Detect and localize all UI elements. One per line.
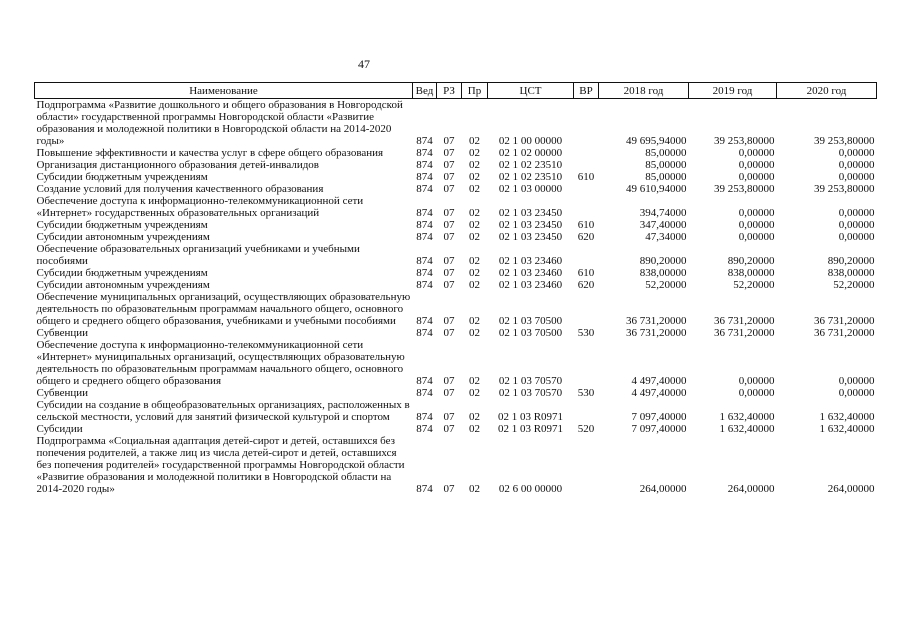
cell-pr: 02 — [469, 207, 480, 219]
cell-pr: 02 — [469, 159, 480, 171]
cell-cst: 02 1 03 23450 — [498, 207, 563, 219]
cell-y2019: 1 632,40000 — [719, 423, 775, 435]
header-pr: Пр — [462, 83, 488, 99]
cell-y2020: 0,00000 — [838, 375, 875, 387]
cell-vr: 530 — [577, 327, 595, 339]
cell-rz: 07 — [443, 219, 455, 231]
table-row — [35, 183, 877, 195]
cell-name: Субсидии на создание в общеобразовательных организациях, расположенных в сельской местности, условий для занятий физической культурой и спортом — [36, 399, 410, 423]
cell-cst: 02 1 03 23450 — [498, 231, 563, 243]
cell-name: Субсидии бюджетным учреждениям — [36, 267, 208, 279]
table-row — [35, 339, 877, 387]
table-body — [35, 99, 877, 496]
cell-rz: 07 — [443, 135, 455, 147]
cell-name: Обеспечение доступа к информационно-телекоммуникационной сети «Интернет» государственных образовательных организаций — [36, 195, 364, 219]
cell-cst: 02 1 03 70570 — [498, 375, 563, 387]
cell-cst: 02 1 03 23460 — [498, 255, 563, 267]
cell-pr: 02 — [469, 231, 480, 243]
table-row — [35, 399, 877, 423]
cell-y2019: 52,20000 — [733, 279, 775, 291]
cell-name: Обеспечение образовательных организаций учебниками и учебными пособиями — [36, 243, 360, 267]
cell-y2020: 39 253,80000 — [814, 183, 875, 195]
cell-vr — [574, 399, 599, 423]
cell-y2020: 264,00000 — [827, 483, 875, 495]
cell-cst: 02 1 03 R0971 — [497, 423, 564, 435]
cell-ved: 874 — [416, 219, 433, 231]
cell-pr: 02 — [469, 315, 480, 327]
cell-name: Обеспечение муниципальных организаций, осуществляющих образовательную деятельность по образовательным программам начального общего, основного общего и среднего общего образования, учебниками и учебными пособиями — [36, 291, 411, 327]
cell-name: Подпрограмма «Социальная адаптация детей-сирот и детей, оставшихся без попечения родителей, а также лиц из числа детей-сирот и детей, оставшихся без попечения родителей» государственной программы Новгородской области «Развитие образования и молодежной политики в Новгородской области на 2014-2020 годы» — [36, 435, 405, 495]
cell-y2018: 7 097,40000 — [631, 423, 687, 435]
cell-rz: 07 — [443, 423, 455, 435]
cell-y2018: 838,00000 — [639, 267, 687, 279]
cell-ved: 874 — [416, 231, 433, 243]
cell-vr: 610 — [577, 219, 595, 231]
cell-ved: 874 — [416, 375, 433, 387]
table-row — [35, 423, 877, 435]
cell-ved: 874 — [416, 327, 433, 339]
cell-y2019: 39 253,80000 — [714, 183, 775, 195]
cell-rz: 07 — [443, 255, 455, 267]
cell-vr: 520 — [577, 423, 595, 435]
cell-y2020: 0,00000 — [838, 171, 875, 183]
cell-ved: 874 — [416, 183, 433, 195]
cell-y2020: 0,00000 — [838, 207, 875, 219]
cell-y2018: 47,34000 — [645, 231, 687, 243]
cell-y2020: 0,00000 — [838, 231, 875, 243]
cell-y2020: 36 731,20000 — [814, 327, 875, 339]
cell-vr — [574, 195, 599, 219]
cell-vr: 610 — [577, 267, 595, 279]
cell-y2019: 36 731,20000 — [714, 315, 775, 327]
cell-vr — [574, 291, 599, 327]
cell-y2020: 0,00000 — [838, 387, 875, 399]
cell-rz: 07 — [443, 375, 455, 387]
cell-vr: 620 — [577, 231, 595, 243]
table-row — [35, 231, 877, 243]
cell-y2018: 264,00000 — [639, 483, 687, 495]
cell-y2019: 1 632,40000 — [719, 411, 775, 423]
cell-pr: 02 — [469, 423, 480, 435]
cell-name: Обеспечение доступа к информационно-телекоммуникационной сети «Интернет» муниципальных организаций, осуществляющих образовательную деятельность по образовательным программам начального общего, основного общего и среднего общего образования — [36, 339, 405, 387]
cell-pr: 02 — [469, 411, 480, 423]
table-row — [35, 99, 877, 148]
cell-cst: 02 1 03 23450 — [498, 219, 563, 231]
table-row — [35, 435, 877, 495]
cell-y2018: 52,20000 — [645, 279, 687, 291]
cell-name: Субсидии — [36, 423, 83, 435]
cell-pr: 02 — [469, 183, 480, 195]
cell-vr — [574, 147, 599, 159]
cell-pr: 02 — [469, 267, 480, 279]
cell-pr: 02 — [469, 171, 480, 183]
cell-y2020: 890,20000 — [827, 255, 875, 267]
cell-pr: 02 — [469, 147, 480, 159]
cell-rz: 07 — [443, 279, 455, 291]
cell-ved: 874 — [416, 207, 433, 219]
cell-y2020: 36 731,20000 — [814, 315, 875, 327]
cell-cst: 02 1 02 00000 — [498, 147, 563, 159]
cell-y2019: 0,00000 — [738, 231, 775, 243]
cell-y2018: 49 695,94000 — [626, 135, 687, 147]
cell-cst: 02 1 00 00000 — [498, 135, 563, 147]
cell-vr — [574, 243, 599, 267]
cell-y2019: 890,20000 — [727, 255, 775, 267]
cell-pr: 02 — [469, 375, 480, 387]
table-row — [35, 219, 877, 231]
cell-pr: 02 — [469, 483, 480, 495]
cell-ved: 874 — [416, 159, 433, 171]
header-rz: РЗ — [437, 83, 462, 99]
cell-vr: 530 — [577, 387, 595, 399]
page-number: 47 — [358, 57, 370, 71]
cell-y2019: 0,00000 — [738, 219, 775, 231]
cell-pr: 02 — [469, 135, 480, 147]
header-cst: ЦСТ — [488, 83, 574, 99]
cell-y2020: 1 632,40000 — [819, 423, 875, 435]
header-2020: 2020 год — [777, 83, 877, 99]
cell-ved: 874 — [416, 411, 433, 423]
cell-pr: 02 — [469, 387, 480, 399]
cell-vr — [574, 99, 599, 148]
cell-rz: 07 — [443, 147, 455, 159]
cell-ved: 874 — [416, 483, 433, 495]
cell-cst: 02 1 03 23460 — [498, 267, 563, 279]
cell-name: Субсидии бюджетным учреждениям — [36, 219, 208, 231]
cell-cst: 02 1 02 23510 — [498, 159, 563, 171]
cell-y2020: 39 253,80000 — [814, 135, 875, 147]
cell-rz: 07 — [443, 483, 455, 495]
cell-rz: 07 — [443, 171, 455, 183]
cell-cst: 02 1 03 70500 — [498, 315, 563, 327]
cell-y2020: 0,00000 — [838, 147, 875, 159]
table-row — [35, 267, 877, 279]
cell-y2019: 838,00000 — [727, 267, 775, 279]
cell-cst: 02 1 03 00000 — [498, 183, 563, 195]
budget-table — [34, 82, 877, 495]
cell-ved: 874 — [416, 171, 433, 183]
cell-cst: 02 6 00 00000 — [498, 483, 563, 495]
cell-name: Повышение эффективности и качества услуг в сфере общего образования — [36, 147, 384, 159]
cell-name: Субсидии бюджетным учреждениям — [36, 171, 208, 183]
cell-y2019: 36 731,20000 — [714, 327, 775, 339]
header-2019: 2019 год — [689, 83, 777, 99]
cell-rz: 07 — [443, 207, 455, 219]
table-row — [35, 171, 877, 183]
cell-rz: 07 — [443, 387, 455, 399]
cell-y2018: 36 731,20000 — [626, 315, 687, 327]
cell-y2019: 0,00000 — [738, 387, 775, 399]
cell-y2020: 838,00000 — [827, 267, 875, 279]
cell-name: Организация дистанционного образования детей-инвалидов — [36, 159, 319, 171]
cell-rz: 07 — [443, 327, 455, 339]
table-row — [35, 279, 877, 291]
table-header-row — [35, 83, 877, 99]
table-row — [35, 195, 877, 219]
cell-y2019: 0,00000 — [738, 207, 775, 219]
cell-cst: 02 1 03 23460 — [498, 279, 563, 291]
cell-y2019: 39 253,80000 — [714, 135, 775, 147]
cell-ved: 874 — [416, 387, 433, 399]
cell-y2018: 49 610,94000 — [626, 183, 687, 195]
cell-ved: 874 — [416, 147, 433, 159]
cell-y2018: 85,00000 — [645, 147, 687, 159]
header-ved: Вед — [413, 83, 437, 99]
cell-y2018: 85,00000 — [645, 159, 687, 171]
cell-y2019: 0,00000 — [738, 375, 775, 387]
cell-y2020: 1 632,40000 — [819, 411, 875, 423]
cell-name: Субсидии автономным учреждениям — [36, 231, 210, 243]
cell-cst: 02 1 03 70500 — [498, 327, 563, 339]
cell-pr: 02 — [469, 279, 480, 291]
table-row — [35, 291, 877, 327]
cell-y2018: 347,40000 — [639, 219, 687, 231]
cell-rz: 07 — [443, 183, 455, 195]
cell-vr — [574, 159, 599, 171]
cell-y2018: 85,00000 — [645, 171, 687, 183]
cell-cst: 02 1 03 R0971 — [497, 411, 564, 423]
cell-y2019: 0,00000 — [738, 159, 775, 171]
cell-rz: 07 — [443, 231, 455, 243]
cell-y2018: 7 097,40000 — [631, 411, 687, 423]
cell-y2020: 0,00000 — [838, 159, 875, 171]
cell-ved: 874 — [416, 267, 433, 279]
cell-name: Субсидии автономным учреждениям — [36, 279, 210, 291]
cell-ved: 874 — [416, 135, 433, 147]
cell-y2018: 4 497,40000 — [631, 375, 687, 387]
cell-y2018: 890,20000 — [639, 255, 687, 267]
table-row — [35, 243, 877, 267]
cell-y2019: 0,00000 — [738, 147, 775, 159]
cell-y2018: 4 497,40000 — [631, 387, 687, 399]
cell-y2018: 394,74000 — [639, 207, 687, 219]
header-2018: 2018 год — [599, 83, 689, 99]
cell-name: Создание условий для получения качественного образования — [36, 183, 324, 195]
cell-cst: 02 1 03 70570 — [498, 387, 563, 399]
cell-rz: 07 — [443, 267, 455, 279]
cell-y2019: 0,00000 — [738, 171, 775, 183]
cell-ved: 874 — [416, 423, 433, 435]
cell-vr — [574, 435, 599, 495]
cell-vr — [574, 339, 599, 387]
table-row — [35, 147, 877, 159]
cell-y2018: 36 731,20000 — [626, 327, 687, 339]
cell-pr: 02 — [469, 327, 480, 339]
cell-rz: 07 — [443, 315, 455, 327]
cell-vr: 620 — [577, 279, 595, 291]
cell-rz: 07 — [443, 159, 455, 171]
header-name: Наименование — [35, 83, 413, 99]
cell-vr — [574, 183, 599, 195]
cell-y2020: 0,00000 — [838, 219, 875, 231]
cell-pr: 02 — [469, 219, 480, 231]
cell-y2019: 264,00000 — [727, 483, 775, 495]
cell-ved: 874 — [416, 255, 433, 267]
cell-rz: 07 — [443, 411, 455, 423]
cell-ved: 874 — [416, 315, 433, 327]
cell-name: Субвенции — [36, 387, 89, 399]
table-row — [35, 159, 877, 171]
cell-cst: 02 1 02 23510 — [498, 171, 563, 183]
cell-ved: 874 — [416, 279, 433, 291]
cell-name: Субвенции — [36, 327, 89, 339]
cell-y2020: 52,20000 — [833, 279, 875, 291]
cell-vr: 610 — [577, 171, 595, 183]
cell-pr: 02 — [469, 255, 480, 267]
header-vr: ВР — [574, 83, 599, 99]
cell-name: Подпрограмма «Развитие дошкольного и общего образования в Новгородской области» государственной программы Новгородской области «Развитие образования и молодежной политики в Новгородской области на 2014-2020 годы» — [36, 99, 403, 147]
table-row — [35, 387, 877, 399]
table-row — [35, 327, 877, 339]
